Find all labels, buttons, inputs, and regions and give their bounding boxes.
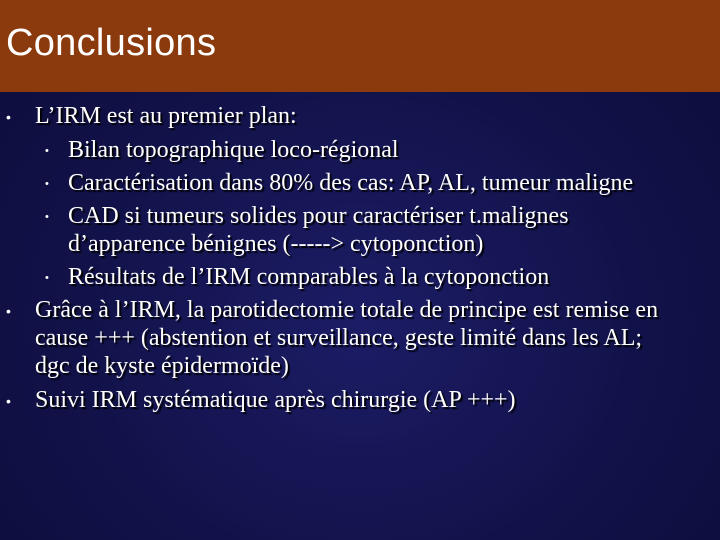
- slide-content: [0, 102, 720, 420]
- sub-bullet-item: [0, 263, 720, 291]
- sub-bullet-text: Caractérisation dans 80% des cas: AP, AL, tumeur maligne: [68, 170, 634, 196]
- sub-bullet-item: [0, 169, 720, 197]
- sub-bullet-text: Bilan topographique loco-régional: [68, 137, 399, 163]
- bullet-marker-icon: •: [6, 393, 11, 409]
- sub-bullet-text: Résultats de l’IRM comparables à la cytoponction: [68, 264, 550, 290]
- sub-bullet-item: [0, 136, 720, 164]
- sub-bullet-text: CAD si tumeurs solides pour caractériser t.malignes d’apparence bénignes (-----> cytoponction): [68, 203, 569, 257]
- bullet-text: L’IRM est au premier plan:: [35, 103, 297, 129]
- sub-bullet-marker-icon: •: [45, 178, 49, 190]
- bullet-item: [0, 296, 720, 380]
- sub-bullet-marker-icon: •: [45, 211, 49, 223]
- sub-bullet-marker-icon: •: [45, 145, 49, 157]
- bullet-marker-icon: •: [6, 109, 11, 125]
- sub-bullet-marker-icon: •: [45, 272, 49, 284]
- bullet-text: Grâce à l’IRM, la parotidectomie totale de principe est remise en cause +++ (abstention et surveillance, geste limité dans les AL; dgc de kyste épidermoïde): [35, 297, 659, 379]
- title-bar: [0, 0, 720, 92]
- bullet-text: Suivi IRM systématique après chirurgie (AP +++): [35, 387, 516, 413]
- sub-bullet-item: [0, 202, 720, 258]
- bullet-item: [0, 386, 720, 414]
- bullet-item: [0, 102, 720, 130]
- bullet-marker-icon: •: [6, 303, 11, 319]
- slide-title: Conclusions: [6, 22, 217, 64]
